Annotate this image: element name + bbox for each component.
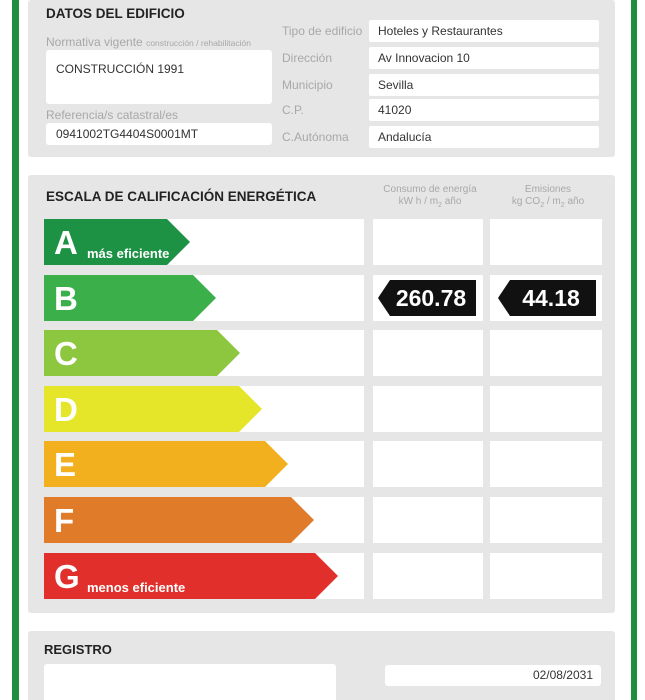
rating-letter: D bbox=[54, 391, 78, 428]
rating-arrow-e bbox=[44, 441, 288, 487]
tipo-edificio-label: Tipo de edificio bbox=[282, 24, 363, 38]
scale-section-title: ESCALA DE CALIFICACIÓN ENERGÉTICA bbox=[46, 189, 317, 204]
cp-value: 41020 bbox=[378, 103, 412, 117]
ref-catastral-value: 0941002TG4404S0001MT bbox=[56, 127, 199, 141]
consumption-cell bbox=[373, 330, 483, 376]
direccion-label: Dirección bbox=[282, 51, 333, 65]
register-number-field bbox=[44, 664, 336, 700]
rating-letter: F bbox=[54, 502, 75, 539]
rating-arrow-shape bbox=[44, 497, 314, 543]
ref-catastral-field bbox=[46, 123, 272, 145]
tipo-edificio-value: Hoteles y Restaurantes bbox=[378, 24, 503, 38]
register-section-title: REGISTRO bbox=[44, 642, 112, 657]
cp-label: C.P. bbox=[282, 103, 304, 117]
emissions-column-header: Emisiones kg $CO_2 / m_2$ año bbox=[511, 184, 585, 209]
consumption-cell bbox=[373, 386, 483, 432]
emissions-cell bbox=[490, 330, 602, 376]
building-section-title: DATOS DEL EDIFICIO bbox=[46, 6, 185, 21]
direccion-field bbox=[369, 47, 599, 69]
rating-tag: menos eficiente bbox=[87, 580, 186, 595]
consumption-cell bbox=[373, 497, 483, 543]
cp-field bbox=[369, 99, 599, 121]
municipio-label: Municipio bbox=[282, 78, 333, 92]
consumption-cell bbox=[373, 441, 483, 487]
rating-arrow-g bbox=[44, 553, 338, 599]
comunidad-label: C.Autónoma bbox=[282, 130, 349, 144]
comunidad-field bbox=[369, 126, 599, 148]
rating-letter: A bbox=[54, 224, 78, 261]
consumption-badge bbox=[378, 280, 476, 316]
emissions-badge bbox=[498, 280, 596, 316]
rating-letter: B bbox=[54, 280, 78, 317]
normativa-label: Normativa vigente construcción / rehabilitación bbox=[46, 35, 251, 49]
tipo-edificio-field bbox=[369, 20, 599, 42]
frame-border-left bbox=[12, 0, 19, 700]
ref-catastral-label: Referencia/s catastral/es bbox=[46, 108, 179, 122]
consumption-badge-value: 260.78 bbox=[395, 285, 467, 311]
normativa-field bbox=[46, 50, 272, 104]
consumption-column-header: Consumo de energía kW h / $m_2$ año bbox=[383, 184, 477, 209]
rating-letter: E bbox=[54, 446, 77, 483]
rating-letter: C bbox=[54, 335, 78, 372]
rating-arrow-f bbox=[44, 497, 314, 543]
rating-arrow-c bbox=[44, 330, 240, 376]
emissions-cell bbox=[490, 553, 602, 599]
emissions-cell bbox=[490, 497, 602, 543]
building-data-panel bbox=[28, 0, 615, 157]
consumption-cell bbox=[373, 219, 483, 265]
rating-arrow-d bbox=[44, 386, 262, 432]
register-date-value: 02/08/2031 bbox=[532, 668, 593, 682]
energy-scale-panel bbox=[28, 175, 615, 613]
rating-arrow-b bbox=[44, 275, 216, 321]
emissions-cell bbox=[490, 219, 602, 265]
direccion-value: Av Innovacion 10 bbox=[378, 51, 470, 65]
rating-arrow-shape bbox=[44, 441, 288, 487]
emissions-cell bbox=[490, 441, 602, 487]
frame-border-right bbox=[631, 0, 637, 700]
register-panel bbox=[28, 631, 615, 700]
emissions-cell bbox=[490, 386, 602, 432]
emissions-badge-value: 44.18 bbox=[522, 285, 580, 311]
municipio-field bbox=[369, 74, 599, 96]
rating-tag: más eficiente bbox=[87, 246, 170, 261]
comunidad-value: Andalucía bbox=[378, 130, 432, 144]
rating-arrow-a bbox=[44, 219, 190, 265]
consumption-cell bbox=[373, 553, 483, 599]
register-date-field bbox=[385, 665, 601, 686]
normativa-value: CONSTRUCCIÓN 1991 bbox=[56, 62, 185, 76]
rating-letter: G bbox=[54, 558, 80, 595]
municipio-value: Sevilla bbox=[378, 78, 414, 92]
